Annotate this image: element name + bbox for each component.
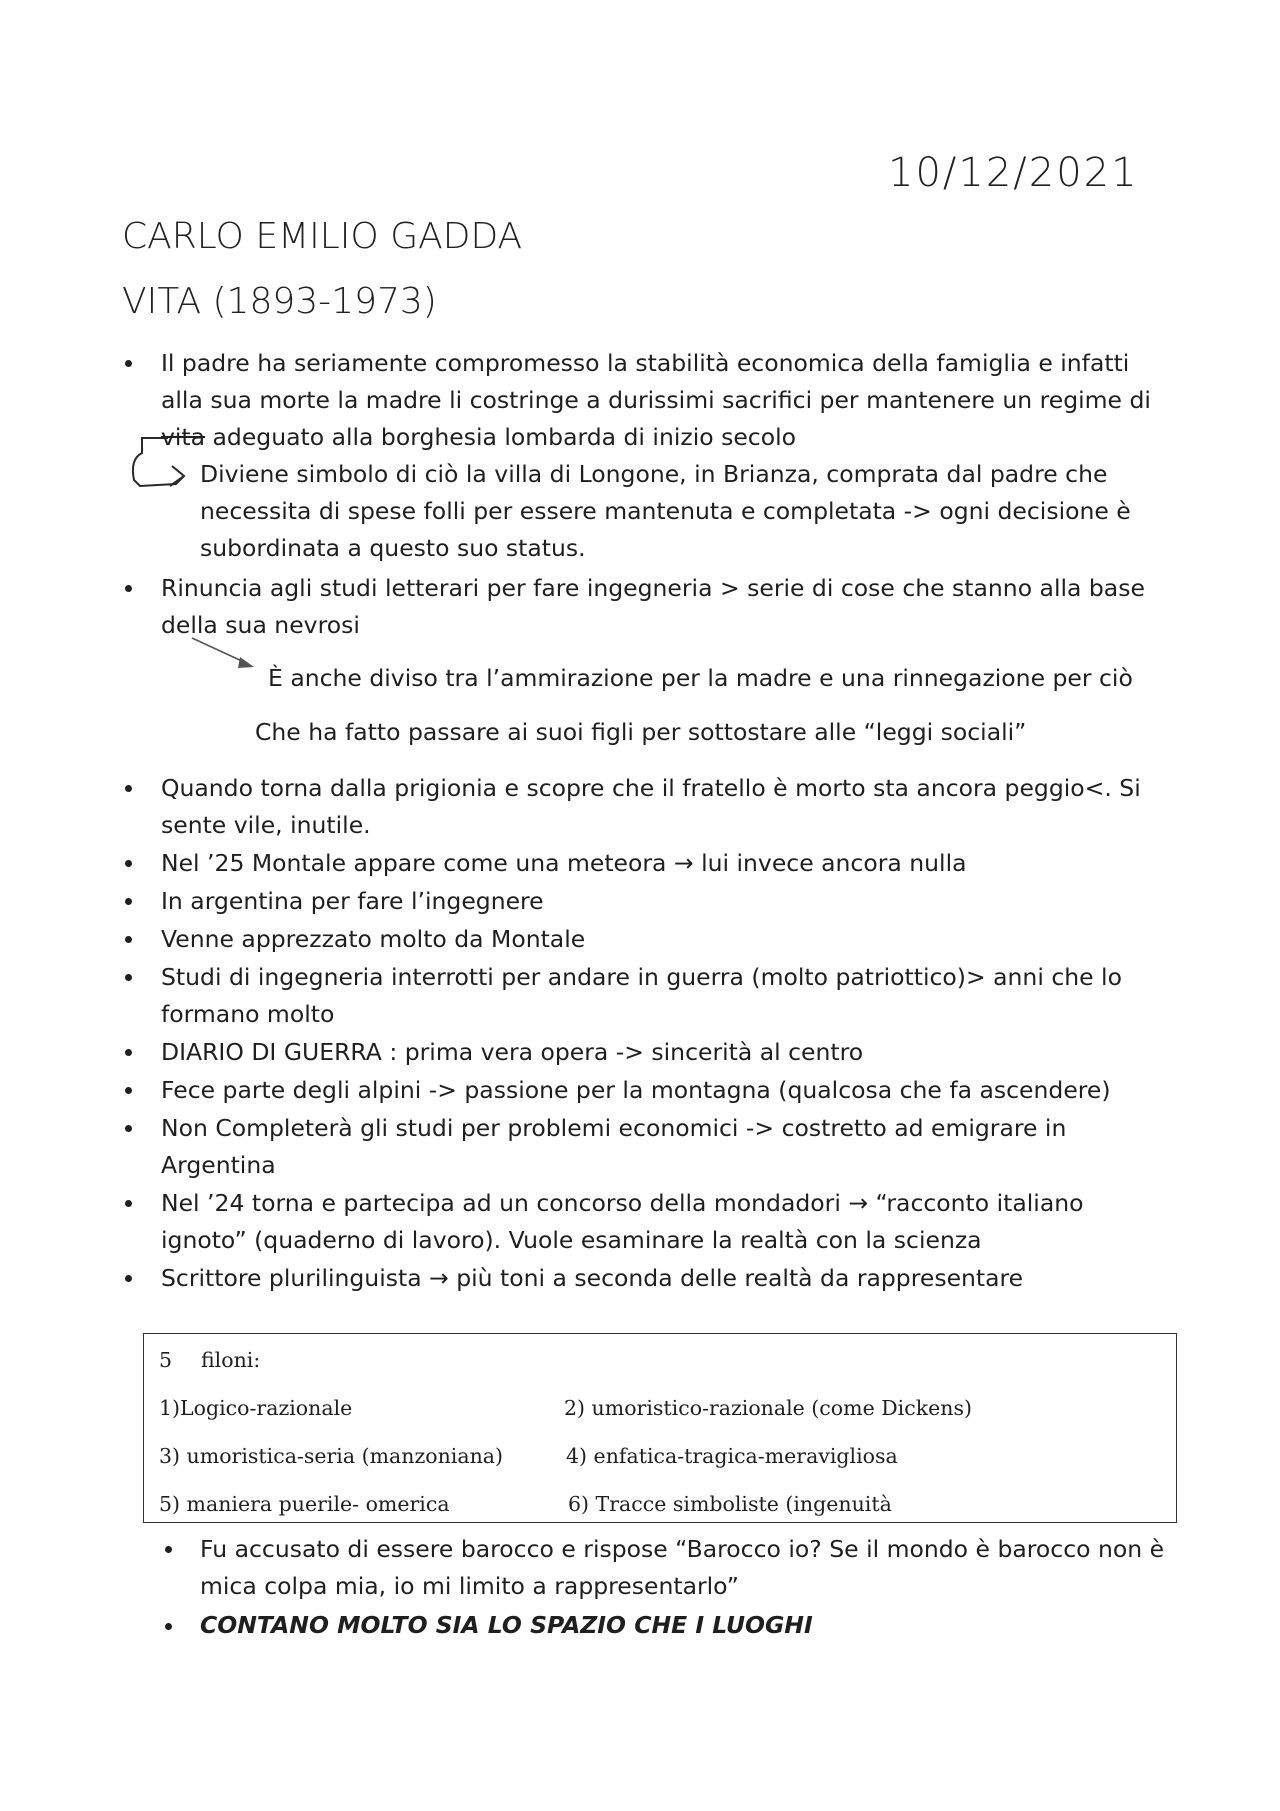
bullet-dot <box>125 1125 132 1132</box>
list-item: Nel ’24 torna e partecipa ad un concorso della mondadori → “racconto italiano <box>161 1189 1084 1217</box>
text-line: Che ha fatto passare ai suoi figli per sottostare alle “leggi sociali” <box>255 718 1027 746</box>
list-item: Studi di ingegneria interrotti per andare in guerra (molto patriottico)> anni che lo <box>161 963 1122 991</box>
list-item: Nel ’25 Montale appare come una meteora → lui invece ancora nulla <box>161 849 967 877</box>
list-item-continuation: ignoto” (quaderno di lavoro). Vuole esaminare la realtà con la scienza <box>161 1226 982 1254</box>
list-item: Scrittore plurilinguista → più toni a seconda delle realtà da rappresentare <box>161 1264 1024 1292</box>
bullet-dot <box>125 898 132 905</box>
box-number: 5 <box>159 1348 173 1372</box>
text-line: necessita di spese folli per essere mantenuta e completata -> ogni decisione è <box>200 497 1131 525</box>
text-line: alla sua morte la madre li costringe a durissimi sacrifici per mantenere un regime di <box>161 386 1151 414</box>
bullet-dot <box>165 1546 172 1553</box>
text-line: È anche diviso tra l’ammirazione per la madre e una rinnegazione per ciò <box>268 664 1133 692</box>
bullet-dot <box>125 860 132 867</box>
text-line: Diviene simbolo di ciò la villa di Longone, in Brianza, comprata dal padre che <box>200 460 1108 488</box>
text-line: subordinata a questo suo status. <box>200 534 586 562</box>
list-item-continuation: formano molto <box>161 1000 335 1028</box>
box-item: 6) Tracce simboliste (ingenuità <box>568 1492 892 1516</box>
filoni-box <box>143 1333 1177 1523</box>
bullet-dot <box>125 1049 132 1056</box>
list-item: Venne apprezzato molto da Montale <box>161 925 586 953</box>
list-item: Fu accusato di essere barocco e rispose “Barocco io? Se il mondo è barocco non è <box>200 1535 1165 1563</box>
text-line: della sua nevrosi <box>161 611 360 639</box>
box-item: 5) maniera puerile- omerica <box>159 1492 450 1516</box>
bullet-dot <box>125 785 132 792</box>
list-item: Quando torna dalla prigionia e scopre che il fratello è morto sta ancora peggio<. Si <box>161 774 1141 802</box>
date: 10/12/2021 <box>888 150 1139 196</box>
section-heading: VITA (1893-1973) <box>122 281 437 322</box>
box-item: 4) enfatica-tragica-meravigliosa <box>566 1444 898 1468</box>
box-item: 3) umoristica-seria (manzoniana) <box>159 1444 503 1468</box>
list-item: Fece parte degli alpini -> passione per la montagna (qualcosa che fa ascendere) <box>161 1076 1111 1104</box>
arrow-head-icon <box>238 657 254 668</box>
bullet-dot <box>125 974 132 981</box>
bullet-dot <box>125 1200 132 1207</box>
bullet-dot <box>125 1275 132 1282</box>
text-line: Rinuncia agli studi letterari per fare ingegneria > serie di cose che stanno alla base <box>161 574 1145 602</box>
box-item: 2) umoristico-razionale (come Dickens) <box>564 1396 972 1420</box>
bullet-dot <box>125 1087 132 1094</box>
page-title: CARLO EMILIO GADDA <box>122 216 523 257</box>
box-item: 1)Logico-razionale <box>159 1396 353 1420</box>
list-item-continuation: sente vile, inutile. <box>161 811 371 839</box>
list-item-continuation: mica colpa mia, io mi limito a rappresentarlo” <box>200 1572 739 1600</box>
bullet-dot <box>125 936 132 943</box>
emphasis-item: CONTANO MOLTO SIA LO SPAZIO CHE I LUOGHI <box>200 1611 813 1639</box>
box-header: filoni: <box>201 1348 261 1372</box>
diagonal-arrow-icon <box>192 638 244 662</box>
list-item: Non Completerà gli studi per problemi economici -> costretto ad emigrare in <box>161 1114 1067 1142</box>
bullet-dot <box>165 1623 172 1630</box>
list-item: In argentina per fare l’ingegnere <box>161 887 544 915</box>
struck-word: vita <box>161 423 206 451</box>
curved-arrow-icon <box>133 438 184 486</box>
list-item: DIARIO DI GUERRA : prima vera opera -> sincerità al centro <box>161 1038 864 1066</box>
text-line: Il padre ha seriamente compromesso la stabilità economica della famiglia e infatti <box>161 349 1130 377</box>
list-item-continuation: Argentina <box>161 1151 276 1179</box>
text-span: adeguato alla borghesia lombarda di inizio secolo <box>205 423 797 451</box>
